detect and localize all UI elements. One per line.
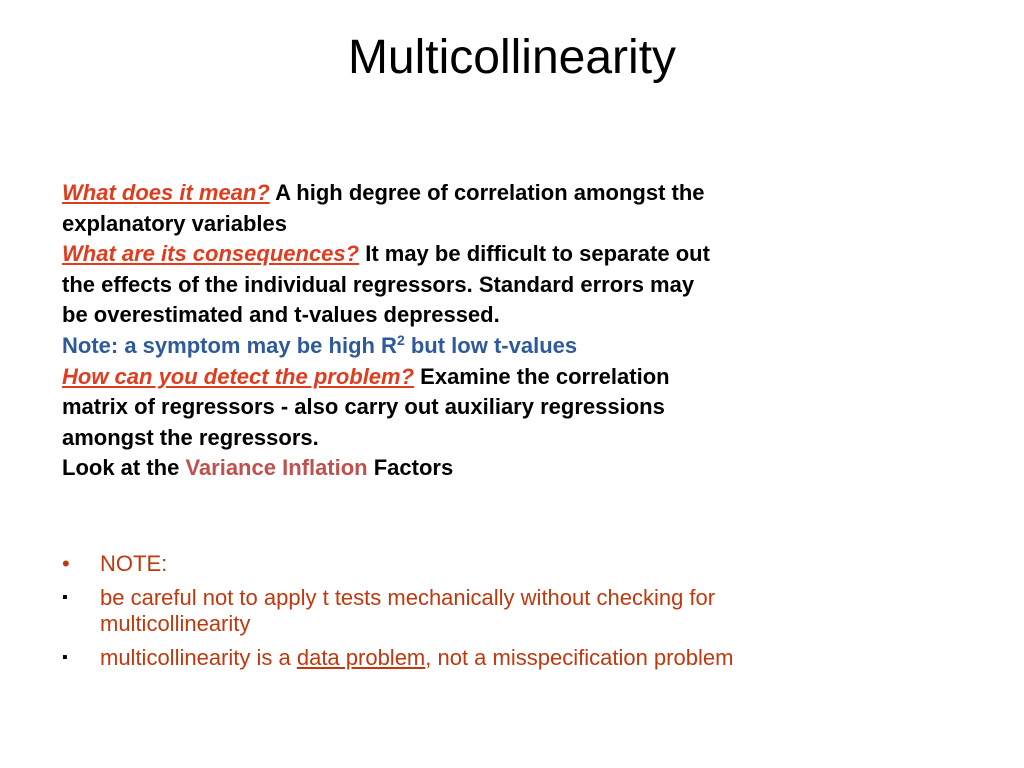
- note-text-before: Note: a symptom may be high R: [62, 332, 397, 358]
- item2-underlined: data problem: [296, 645, 426, 670]
- bullet-item-1: [62, 585, 962, 637]
- slide-body: [62, 178, 962, 484]
- q2-line-1: [62, 239, 962, 270]
- bullet-item-2: [62, 645, 962, 671]
- q2-answer-1: It may be difficult to separate out: [359, 241, 710, 267]
- q3-question: How can you detect the problem?: [62, 363, 415, 389]
- note-line: [62, 331, 962, 362]
- q2-answer-3: be overestimated and t-values depressed.: [62, 302, 500, 328]
- vif-highlight: Variance Inflation: [185, 455, 368, 481]
- q2-answer-2: the effects of the individual regressors. Standard errors may: [62, 271, 695, 297]
- vif-before: Look at the: [62, 455, 186, 481]
- vif-line: [62, 453, 962, 484]
- item2-after: , not a misspecification problem: [425, 645, 734, 670]
- q3-line-2: [62, 392, 962, 423]
- item2-before: multicollinearity is a: [100, 645, 297, 670]
- q1-line-2: [62, 209, 962, 240]
- slide-title: Multicollinearity: [347, 31, 677, 84]
- q1-question: What does it mean?: [62, 180, 270, 205]
- note-superscript: 2: [396, 331, 405, 348]
- bullet-note: [62, 551, 962, 577]
- q3-answer-3: amongst the regressors.: [62, 424, 319, 450]
- vif-after: Factors: [367, 455, 454, 481]
- q3-line-1: [62, 362, 962, 393]
- q2-question: What are its consequences?: [62, 241, 360, 267]
- round-bullet-icon: •: [62, 551, 70, 576]
- square-bullet-icon: ▪: [62, 649, 68, 666]
- q2-line-3: [62, 300, 962, 331]
- bullet-list: [62, 551, 962, 679]
- item1-line-2: multicollinearity: [100, 611, 251, 636]
- q3-answer-2: matrix of regressors - also carry out auxiliary regressions: [62, 394, 665, 420]
- note-label: NOTE:: [100, 551, 168, 576]
- note-text-after: but low t-values: [404, 332, 578, 358]
- square-bullet-icon: ▪: [62, 589, 68, 606]
- item1-line-1: be careful not to apply t tests mechanically without checking for: [100, 585, 716, 610]
- q2-line-2: [62, 270, 962, 301]
- q1-answer-2: explanatory variables: [62, 210, 288, 236]
- q3-answer-1: Examine the correlation: [414, 363, 670, 389]
- q1-line-1: [62, 178, 962, 209]
- q3-line-3: [62, 423, 962, 454]
- q1-answer-1: A high degree of correlation amongst the: [269, 180, 705, 205]
